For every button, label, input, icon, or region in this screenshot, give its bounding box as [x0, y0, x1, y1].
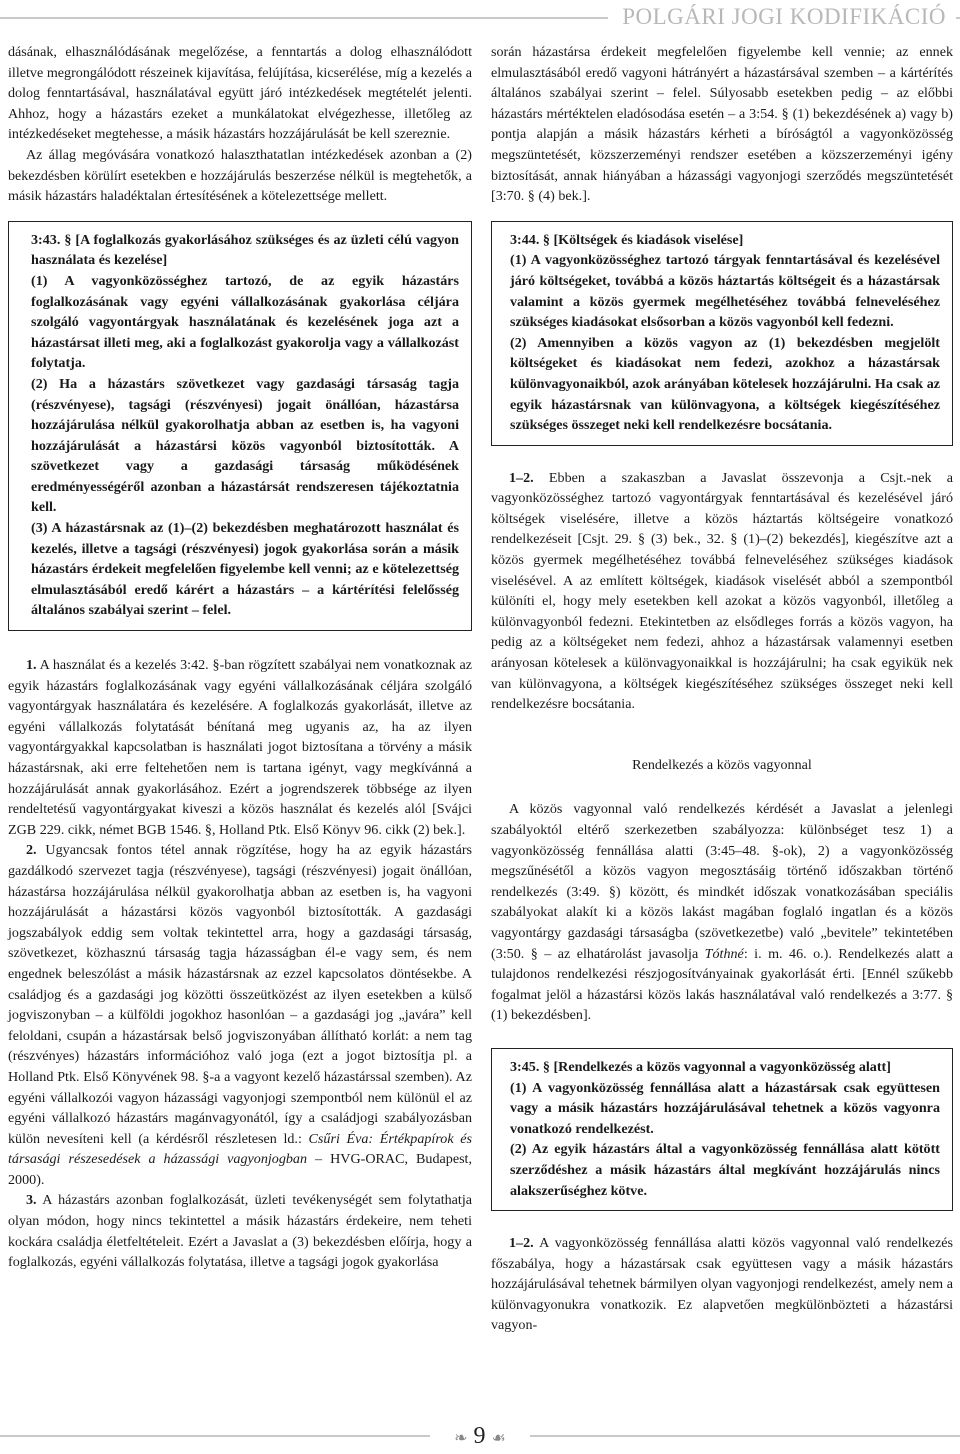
- section-3-44-box: [491, 221, 953, 446]
- right-paragraph-2: [491, 799, 953, 1026]
- commentary-3-44: [491, 468, 953, 715]
- commentary-text: A vagyonközösség fennállása alatti közös vagyonnal való rendelkezés főszabálya, hogy a házastársak csak együttesen vagy a másik házastárs hozzájárulásával tehetnek bármilyen olyan vagyonjogi rendelkezést, amely nem a különvagyonukra vonatkozik. Ez alapvetően megkülönbözteti a házastársi vagyon-: [491, 1235, 954, 1334]
- commentary-3-43-2: [8, 840, 472, 1190]
- section-3-43-subsection-2: (2) Ha a házastárs szövetkezet vagy gazdasági társaság tagja (részvényese), tagsági (részvényesi) jogait önállóan, házastársa hozzájárulása nélkül gyakorolhatja abban az esetben is, ha vagyoni hozzájárulását a házastársi közös vagyonból biztosították. A szövetkezet vagy a gazdasági társaság működésének eredményességéről azonban a házastársát rendszeresen tájékoztatnia kell.: [31, 375, 459, 516]
- ornament-left-icon: ❧: [454, 1430, 468, 1447]
- page-footer: [0, 1421, 960, 1451]
- ornament-right-icon: ☙: [491, 1430, 506, 1447]
- left-paragraph-2: Az állag megóvására vonatkozó halaszthatatlan intézkedések azonban a (2) bekezdésben körülírt esetekben e hozzájárulás beszerzése nélkül is megtehetők, a másik házastárs haladéktalan értesítésének a kötelezettsége mellett.: [8, 146, 472, 205]
- right-paragraph-1: során házastársa érdekeit megfelelően figyelembe kell vennie; az ennek elmulasztásából eredő vagyoni hátrányért a házastársával szemben – a kártérítés általános szabályai szerint – felel. Súlyosabb esetekben pedig – az előbbi házastárs mértéktelen eladósodása esetén – a 3:54. § (1) bekezdésének a) vagy b) pontja alapján a másik házastárs kérheti a bíróságtól a vagyonközösség megszüntetését, közszerzeményi rendszer esetében a közszerzeményi igény biztosítását, annak hiányában a házassági vagyonjogi szerződés megszüntetését [3:70. § (4) bek.].: [491, 44, 953, 205]
- citation: Csűri Éva: Értékpapírok és társasági részesedések a házassági vagyonjogban: [8, 1130, 472, 1168]
- section-3-44-title: 3:44. § [Költségek és kiadások viselése]: [510, 231, 744, 248]
- commentary-number: 1–2.: [509, 1235, 534, 1252]
- page-header: [0, 0, 960, 34]
- paragraph-text: A közös vagyonnal való rendelkezés kérdését a Javaslat a jelenlegi szabályoktól eltérő szerkezetben szabályozza: különbséget tesz 1) a vagyonközösség fennállása alatti (3:45–48. §-ok), 2) a vagyonközösség megszűnésétől a közös vagyon megosztásáig történő időszakban történő rendelkezés (3:49. §) között, és mindkét időszak vonatkozásában speciális szabályokat alakít ki a közös lakást magában foglaló ingatlan és a közös vagyontárgy gazdasági társaságba (szövetkezetbe) való „bevitele” tekintetében (3:50. § – az elhatárolást javasolja: [491, 801, 953, 962]
- section-3-43-title: 3:43. § [A foglalkozás gyakorlásához szükséges és az üzleti célú vagyon használata és kezelése]: [31, 231, 459, 269]
- commentary-text: A használat és a kezelés 3:42. §-ban rögzített szabályai nem vonatkoznak az egyik házastárs foglalkozásának vagy egyéni vállalkozásának céljára szolgáló vagyontárgyak használatára és kezelésére. A foglalkozás gyakorlását, illetve az egyéni vállalkozás folytatását bénítaná meg ugyanis az, ha az ilyen vagyontárgyakkal kapcsolatban is használati jogot biztosítana a törvény a másik házastársnak, aki erre feltehetően nem is tartana igényt, vagy megkívánná a hozzájárulását annak gyakorlásához. Ezért a jogrendszerek többsége az ilyen rendeltetésű vagyontárgyakat kiveszi a közös használat és kezelés alól [Svájci ZGB 229. cikk, német BGB 1546. §, Holland Ptk. Első Könyv 96. cikk (2) bek.].: [8, 657, 472, 838]
- running-title: POLGÁRI JOGI KODIFIKÁCIÓ: [608, 4, 956, 30]
- commentary-text: Ebben a szakaszban a Javaslat összevonja a Csjt.-nek a vagyonközösséghez tartozó vagyontárgyak fenntartásával és kezelésével járó költségek viselésére, illetve a közös háztartás költségeire vonatkozó rendelkezéseit [Csjt. 29. § (3) bek., 32. § (1)–(2) bekezdés], kiegészítve azt a közös gyermek megélhetéséhez továbbá felneveléséhez szükséges kiadások viselésével. A az említett költségek, kiadások viselését abból a szempontból különíti el, hogy mely esetekben kell azokat a közös vagyonból, illetőleg a különvagyonból fedezni. Etekintetben az elsődleges forrás a közös vagyon, ha pedig az a költségeket nem fedezi, ahhoz a házastársak valamennyi esetben arányosan kötelesek a különvagyonaikkal is hozzájárulni; ha csak egyikük nek van különvagyona, a költségek kiegészítéséhez szükséges összeget neki kell rendelkezésre bocsátania.: [491, 469, 953, 713]
- page-number-box: [430, 1421, 530, 1451]
- section-3-43-subsection-1: (1) A vagyonközösséghez tartozó, de az egyik házastárs foglalkozásának vagy egyéni vállalkozásának gyakorlása céljára szolgáló vagyontárgyak használatának és kezelésének joga azt a házastársat illeti meg, aki a foglalkozást gyakorolja vagy a vállalkozást folytatja.: [31, 272, 459, 372]
- section-3-44-subsection-1: (1) A vagyonközösséghez tartozó tárgyak fenntartásával és kezelésével járó költségeket, továbbá a közös háztartás költségeit és a házastársak valamint a közös gyermek megélhetéséhez továbbá felneveléséhez szükséges kiadásokat elsősorban a közös vagyonból kell fedezni.: [510, 252, 940, 331]
- section-3-45-box: [491, 1048, 953, 1211]
- commentary-3-43-1: [8, 655, 472, 840]
- commentary-text: Ugyancsak fontos tétel annak rögzítése, hogy ha az egyik házastárs gazdálkodó szervezet tagja (részvényese), tagsági (részvényesi) jogait önállóan, házastársa hozzájárulása nélkül gyakorolhatja abban az esetben is, ha vagyoni hozzájárulását a házastársi közös vagyonból biztosították. A gazdasági jogszabályok eddig sem voltak tekintettel arra, hogy a gazdasági társaság, szövetkezet, közhasznú társaság tagja házasságban él-e vagy sem, és nem engednek beleszólást a másik házastársnak az ezzel kapcsolatos döntésekbe. A családjog és a gazdasági jog közötti összeütközést az ilyen esetekben a külső jogviszonyban – a külföldi jogokhoz hasonlóan – a gazdasági jog „javára” kell feloldani, csupán a házastársak belső jogviszonyában állítható korlát: a nem tag (részvényes) házastárs információhoz való joga (ezt a jogot biztosítja pl. a Holland Ptk. Első Könyvének 98. §-a a vagyont kezelő házastárssal szemben). Az egyéni vállalkozói vagyon házassági vagyonjogi szempontból nem különül el az egyéni vállalkozó házastárs magánvagyonától, így a családjogi szabályozásban külön nevesíteni kell (a kérdésről részletesen ld.:: [8, 842, 473, 1147]
- commentary-text: A házastárs azonban foglalkozását, üzleti tevékenységét sem folytathatja olyan módon, hogy nincs tekintettel a másik házastárs érdekeire, nem teheti kockára családja életfeltételeit. Ezért a Javaslat a (3) bekezdésben előírja, hogy a foglalkozás, egyéni vállalkozás folytatása, illetve a tagsági jogok gyakorlása: [8, 1192, 472, 1271]
- commentary-3-45: [491, 1233, 953, 1336]
- section-3-43-subsection-3: (3) A házastársnak az (1)–(2) bekezdésben meghatározott használat és kezelés, illetve a tagsági (részvényesi) jogok gyakorlása során a másik házastárs érdekeit megfelelően figyelembe kell venni; az e kötelezettség elmulasztásából eredő kárért a házastárs – a kártérítési felelősség általános szabályai szerint – felel.: [31, 520, 459, 619]
- section-3-43-box: [8, 221, 472, 631]
- commentary-number: 3.: [26, 1192, 37, 1209]
- commentary-number: 1.: [26, 657, 37, 674]
- right-column: [491, 42, 953, 1336]
- page-number: 9: [473, 1423, 486, 1449]
- section-heading: Rendelkezés a közös vagyonnal: [632, 756, 812, 773]
- section-3-45-subsection-2: (2) Az egyik házastárs által a vagyonközösség fennállása alatt kötött szerződéshez a másik házastárs által megkívánt hozzájárulás nincs alakszerűséghez kötve.: [510, 1141, 940, 1199]
- citation: Tóthné: [704, 945, 744, 962]
- left-paragraph-1: dásának, elhasználódásának megelőzése, a fenntartás a dolog elhasználódott illetve megrongálódott részeinek kijavítása, felújítása, kicserélése, míg a kezelés a dolog fenntartásával, használatával együtt járó intézkedések megtételét jelenti. Ahhoz, hogy a házastárs ezeket a munkálatokat elvégezhesse, illetőleg az intézkedéseket megtehesse, a másik házastárs hozzájárulását be kell szereznie.: [8, 44, 472, 143]
- section-3-44-subsection-2: (2) Amennyiben a közös vagyon az (1) bekezdésben megjelölt költségeket és kiadásokat nem fedezi, azokhoz a házastársak különvagyonaikból, azok arányában kötelesek hozzájárulni. Ha csak az egyik házastársnak van különvagyona, a költségek kiegészítéséhez szükséges összeget neki kell rendelkezésre bocsátania.: [510, 334, 940, 434]
- commentary-number: 1–2.: [509, 469, 534, 486]
- commentary-3-43-3: [8, 1190, 472, 1272]
- commentary-number: 2.: [26, 842, 37, 859]
- commentary-text: – HVG-ORAC, Budapest, 2000).: [8, 1151, 472, 1188]
- left-column: [8, 42, 472, 1273]
- paragraph-text: : i. m. 46. o.). Rendelkezés alatt a tulajdonos rendelkezési részjogosítványainak gyakorlását érti. [Ennél szűkebb fogalmat jelöl a házastársi közös lakás használatával való rendelkezés a 3:77. § (1) bekezdésben].: [491, 945, 953, 1024]
- section-3-45-subsection-1: (1) A vagyonközösség fennállása alatt a házastársak csak együttesen vagy a másik házastárs hozzájárulásával tehetnek a közös vagyonra vonatkozó rendelkezést.: [510, 1079, 940, 1137]
- section-3-45-title: 3:45. § [Rendelkezés a közös vagyonnal a vagyonközösség alatt]: [510, 1058, 891, 1075]
